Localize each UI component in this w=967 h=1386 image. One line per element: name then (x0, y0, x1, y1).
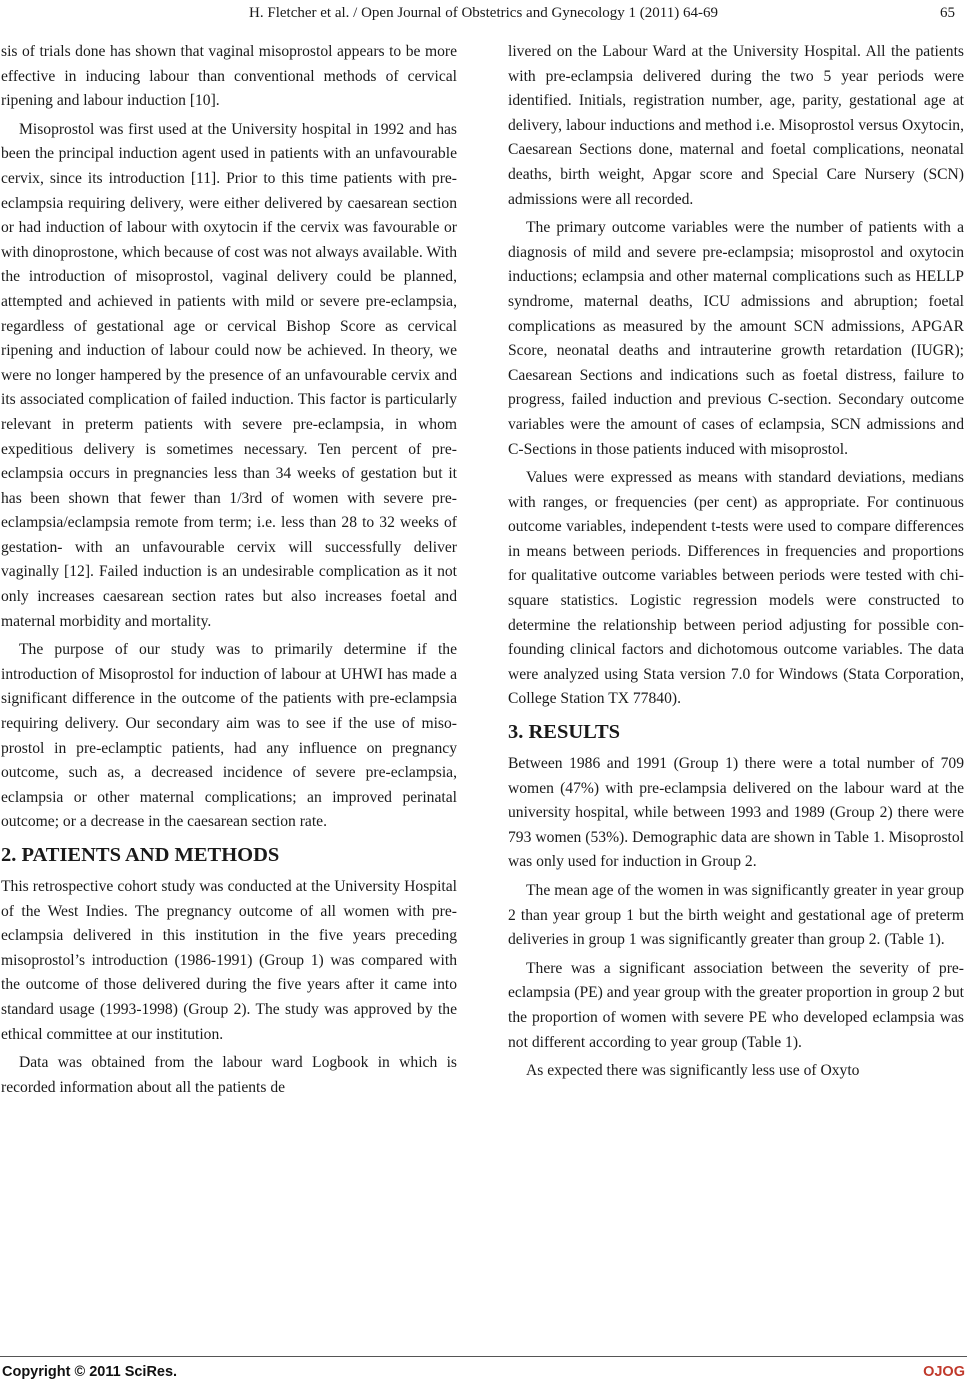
paragraph: This retrospective cohort study was conducted at the University Hospital of the West Indies. The pregnancy outcome of all women with pre-eclampsia delivered in this institution in the five years preceding misoprostol’s introduction (1986-1991) (Group 1) was compared with the outcome of those delivered during the five years after it came into standard usage (1993-1998) (Group 2). The study was approved by the ethical committee at our institution. (1, 878, 457, 1043)
paragraph: livered on the Labour Ward at the University Hospital. All the patients with pre-eclampsia delivered during the two 5 year periods were identified. Initials, registration number, age, parity, gestational age at delivery, labour inductions and method i.e. Misoprostol versus Oxytocin, Caesarean Sections done, maternal and foetal complications, neonatal deaths, birth weight, Apgar score and Special Care Nursery (SCN) admissions were all recorded. (508, 43, 964, 208)
copyright-notice: Copyright © 2011 SciRes. (2, 1364, 178, 1380)
section-heading-methods: 2. PATIENTS AND METHODS (1, 844, 280, 866)
page-number: 65 (940, 5, 955, 21)
left-column (1, 40, 457, 1104)
paragraph: The primary outcome variables were the number of patients with a diagnosis of mild and severe pre-eclampsia; misoprostol and oxytocin inductions; eclampsia and other maternal complications such as HELLP syndrome, maternal deaths, ICU admissions and abruption; foetal complications as measured by the amount SCN admissions, APGAR Score, neonatal deaths and intrauterine growth retardation (IUGR); Caesarean Sections and indications such as foetal distress, failure to progress, failed induction and previous C-section. Secondary outcome variables were the amount of cases of eclampsia, SCN admissions and C-Sections in those patients induced with misoprostol. (508, 219, 964, 458)
paragraph: Misoprostol was first used at the University hospital in 1992 and has been the principal induction agent used in patients with an unfavourable cervix, since its introduction [11]. Prior to this time patients with pre-eclampsia requiring delivery, were either delivered by caesarean section or had induction of labour with oxytocin if the cervix was favourable or with dinoprostone, which because of cost was not always available. With the introduction of misoprostol, vaginal delivery could be planned, attempted and achieved in patients with mild or severe pre-eclampsia, regardless of gestational age or cervical Bishop Score as cervical ripening and induction of labour could now be achieved. In theory, we were no longer hampered by the presence of an unfavourable cervix and its associated complication of failed induction. This factor is particularly relevant in preterm patients with severe pre-eclampsia, in whom expeditious delivery is sometimes necessary. Ten percent of pre-eclampsia occurs in pregnancies less than 34 weeks of gestation but it has been shown that fewer than 1/3rd of women with severe pre-eclampsia/eclampsia remote from term; i.e. less than 28 to 32 weeks of gestation- with an unfavourable cervix will successfully deliver vaginally [12]. Failed induction is an undesirable complication as it not only increases caesarean section rates but also increases foetal and maternal morbidity and mortality. (1, 120, 457, 630)
journal-abbreviation: OJOG (923, 1364, 965, 1380)
paragraph: The purpose of our study was to primarily determine if the introduction of Misoprostol for induction of labour at UHWI has made a significant difference in the outcome of the patients with pre-eclampsia requiring delivery. Our secondary aim was to see if the use of misoprostol in pre-eclamptic patients, had any influence on pregnancy outcome, such as, a decreased incidence of severe pre-eclampsia, eclampsia or other maternal complications; an improved perinatal outcome; or a decrease in the caesarean section rate. (1, 641, 457, 831)
right-column (508, 40, 964, 1088)
section-heading-results: 3. RESULTS (508, 721, 621, 744)
paragraph: sis of trials done has shown that vaginal misoprostol appears to be more effective in inducing labour than conventional methods of cervical ripening and labour induction [10]. (1, 43, 457, 110)
page-footer (0, 1362, 967, 1384)
paragraph: The mean age of the women in was significantly greater in year group 2 than year group 1 but the birth weight and gestational age of preterm deliveries in group 1 was significantly greater than group 2. (Table 1). (508, 882, 964, 949)
paragraph: As expected there was significantly less use of Oxyto (526, 1062, 860, 1080)
running-head: H. Fletcher et al. / Open Journal of Obstetrics and Gynecology 1 (2011) 64-69 (249, 5, 718, 21)
paragraph: Values were expressed as means with standard deviations, medians with ranges, or frequencies (per cent) as appropriate. For continuous outcome variables, independent t-tests were used to compare differences in means between periods. Differences in frequencies and proportions for qualitative outcome variables between periods were tested with chi-square statistics. Logistic regression models were constructed to determine the relationship between period adjusting for possible confounding clinical factors and dichotomous outcome variables. The data were analyzed using Stata version 7.0 for Windows (Stata Corporation, College Station TX 77840). (508, 469, 964, 708)
paragraph: Between 1986 and 1991 (Group 1) there were a total number of 709 women (47%) with pre-eclampsia delivered on the labour ward at the university hospital, while between 1993 and 1989 (Group 2) there were 793 women (53%). Demographic data are shown in Table 1. Misoprostol was only used for induction in Group 2. (508, 755, 964, 871)
paragraph: Data was obtained from the labour ward Logbook in which is recorded information about all the patients de (1, 1054, 457, 1096)
paragraph: There was a significant association between the severity of pre-eclampsia (PE) and year group with the greater proportion in group 2 but the proportion of women with severe PE who developed eclampsia was not different according to year group (Table 1). (508, 959, 964, 1051)
running-header (0, 0, 967, 26)
footer-divider (0, 1356, 967, 1357)
